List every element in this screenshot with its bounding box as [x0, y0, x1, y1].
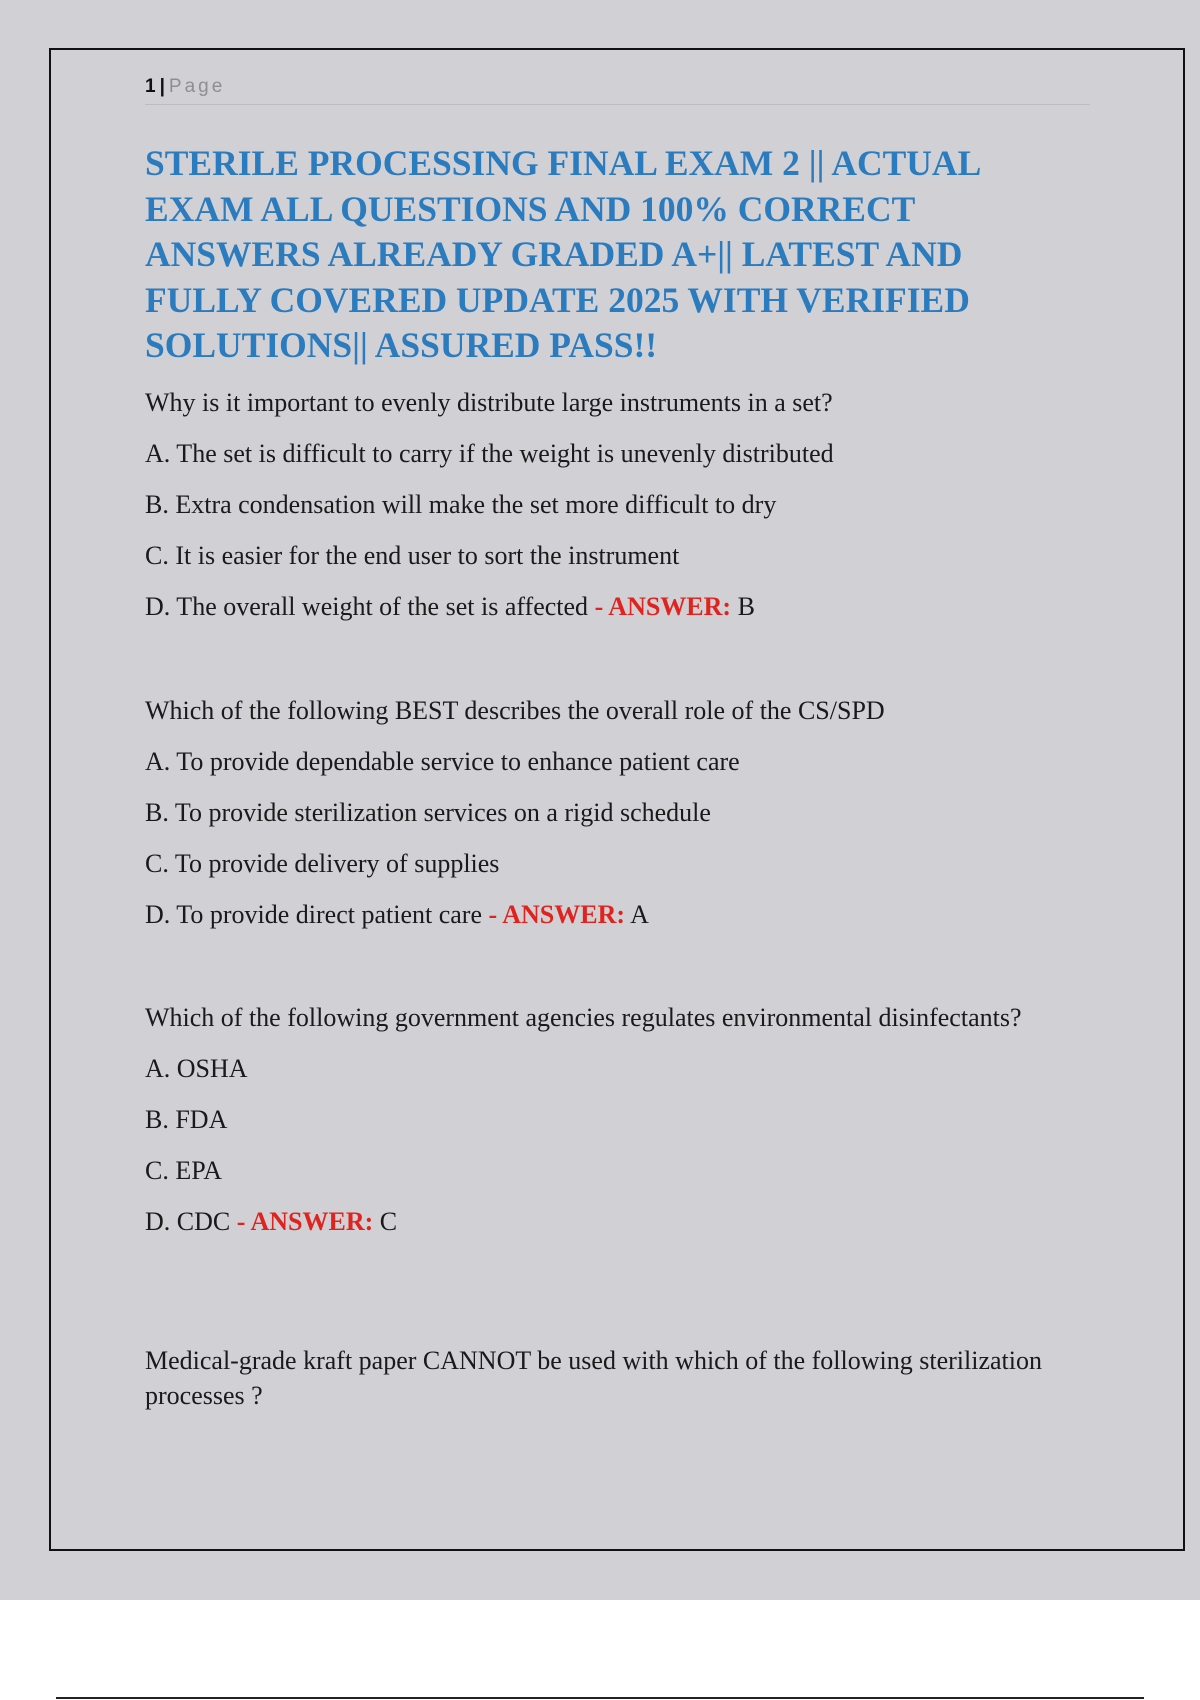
- option-b: B. FDA: [145, 1105, 228, 1134]
- option-c: C. To provide delivery of supplies: [145, 849, 500, 878]
- option-c: C. It is easier for the end user to sort the instrument: [145, 541, 680, 570]
- option-a: A. To provide dependable service to enhance patient care: [145, 747, 740, 776]
- answer-value: C: [379, 1207, 398, 1236]
- question-text: Medical-grade kraft paper CANNOT be used with which of the following sterilization processes ?: [145, 1346, 1042, 1410]
- option-d-with-answer: [145, 1204, 1075, 1239]
- question-block-3: [145, 1000, 1075, 1239]
- option-d: D. To provide direct patient care: [145, 900, 483, 929]
- option-a: A. OSHA: [145, 1054, 248, 1083]
- answer-value: B: [737, 592, 755, 621]
- answer-value: A: [630, 900, 649, 929]
- option-b: B. Extra condensation will make the set more difficult to dry: [145, 490, 777, 519]
- page-separator: |: [159, 76, 165, 97]
- question-block-1: [145, 385, 1075, 624]
- option-d-with-answer: [145, 589, 1075, 624]
- option-d: D. The overall weight of the set is affected: [145, 592, 589, 621]
- next-page-top-rule: [56, 1697, 1144, 1699]
- page-label: Page: [168, 76, 226, 97]
- option-b: B. To provide sterilization services on a rigid schedule: [145, 798, 711, 827]
- page-header: [145, 74, 1090, 105]
- question-text: Which of the following government agencies regulates environmental disinfectants?: [145, 1003, 1022, 1032]
- option-c: C. EPA: [145, 1156, 223, 1185]
- answer-label: - ANSWER:: [236, 1207, 374, 1236]
- page-number: 1: [145, 76, 156, 97]
- document-title: STERILE PROCESSING FINAL EXAM 2 || ACTUAL EXAM ALL QUESTIONS AND 100% CORRECT ANSWERS ALREADY GRADED A+|| LATEST AND FULLY COVERED UPDATE 2025 WITH VERIFIED SOLUTIONS|| ASSURED PASS!!: [145, 143, 980, 365]
- question-block-2: [145, 693, 1075, 932]
- option-d: D. CDC: [145, 1207, 231, 1236]
- question-text: Why is it important to evenly distribute large instruments in a set?: [145, 388, 833, 417]
- answer-label: - ANSWER:: [594, 592, 732, 621]
- question-block-4: [145, 1343, 1075, 1413]
- question-text: Which of the following BEST describes the overall role of the CS/SPD: [145, 696, 885, 725]
- answer-label: - ANSWER:: [488, 900, 626, 929]
- option-a: A. The set is difficult to carry if the weight is unevenly distributed: [145, 439, 834, 468]
- option-d-with-answer: [145, 897, 1075, 932]
